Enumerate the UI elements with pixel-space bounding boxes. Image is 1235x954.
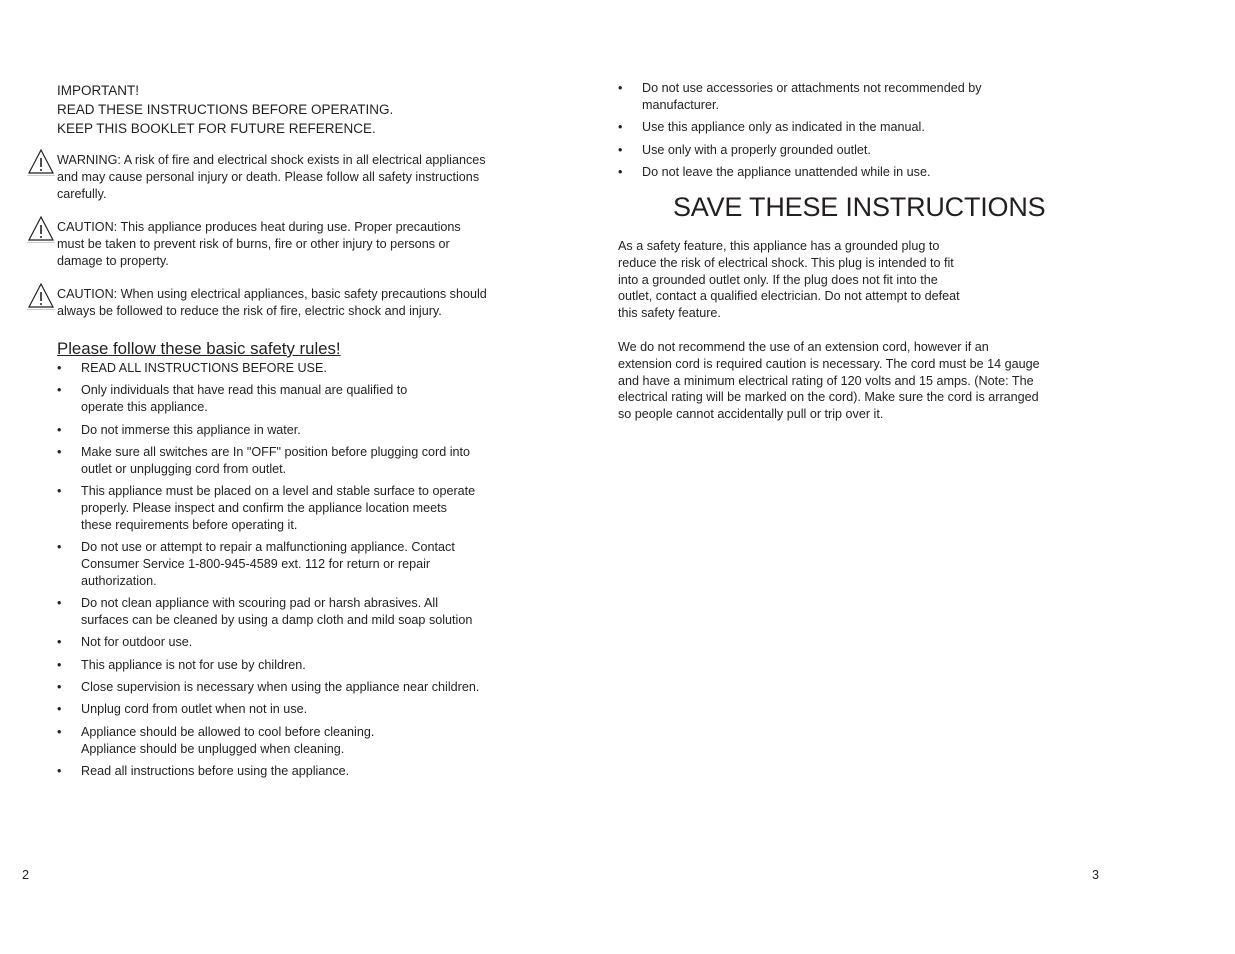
safety-rules-list <box>57 360 507 785</box>
paragraph-line: into a grounded outlet only. If the plug does not fit into the <box>618 272 938 287</box>
rule-text-line: outlet or unplugging cord from outlet. <box>81 461 287 476</box>
rule-text-line: Do not immerse this appliance in water. <box>81 422 301 437</box>
rule-text-line: properly. Please inspect and confirm the appliance location meets <box>81 500 447 515</box>
rule-item <box>57 483 507 533</box>
important-line: IMPORTANT! <box>57 83 140 98</box>
rule-item <box>57 422 507 439</box>
rule-item <box>57 595 507 629</box>
rule-item <box>618 164 1028 181</box>
bullet-dot: • <box>57 635 62 650</box>
rule-item <box>57 382 507 416</box>
rule-text-line: Do not leave the appliance unattended while in use. <box>642 164 931 179</box>
caution-text-line: CAUTION: When using electrical appliances, basic safety precautions should <box>57 287 487 301</box>
bullet-dot: • <box>57 444 62 459</box>
rule-text-line: operate this appliance. <box>81 400 208 415</box>
safety-rules-list-continued <box>618 80 1028 186</box>
rule-text-line: Close supervision is necessary when using the appliance near children. <box>81 680 480 695</box>
rule-text-line: This appliance must be placed on a level and stable surface to operate <box>81 484 476 499</box>
caution-text-line: always be followed to reduce the risk of fire, electric shock and injury. <box>57 303 442 318</box>
rule-text-line: READ ALL INSTRUCTIONS BEFORE USE. <box>81 361 327 375</box>
rule-text-line: Only individuals that have read this manual are qualified to <box>81 383 408 398</box>
rule-item <box>57 634 507 651</box>
rule-text-line: Do not use or attempt to repair a malfunctioning appliance. Contact <box>81 540 455 555</box>
rule-text-line: Do not use accessories or attachments not recommended by <box>642 81 982 95</box>
caution-text-line: CAUTION: This appliance produces heat during use. Proper precautions <box>57 220 461 234</box>
rule-text-line: Make sure all switches are In "OFF" position before plugging cord into <box>81 444 471 459</box>
warning-text-line: and may cause personal injury or death. Please follow all safety instructions <box>57 169 480 184</box>
rule-item <box>57 444 507 478</box>
rule-text-line: Use this appliance only as indicated in the manual. <box>642 120 925 135</box>
page-number: 3 <box>1092 868 1100 882</box>
paragraph-line: extension cord is required caution is necessary. The cord must be 14 gauge <box>618 356 1040 371</box>
bullet-dot: • <box>618 120 623 135</box>
paragraph-line: outlet, contact a qualified electrician. Do not attempt to defeat <box>618 289 960 304</box>
bullet-dot: • <box>57 596 62 611</box>
rule-item <box>57 701 507 718</box>
paragraph-line: so people cannot accidentally pull or trip over it. <box>618 407 884 422</box>
bullet-dot: • <box>57 383 62 398</box>
right-page <box>617 0 1235 954</box>
rule-text-line: Consumer Service 1-800-945-4589 ext. 112 for return or repair <box>81 556 431 571</box>
rule-text-line: manufacturer. <box>642 97 720 112</box>
caution-text-line: damage to property. <box>57 253 169 268</box>
bullet-dot: • <box>618 164 623 179</box>
page-number: 2 <box>22 868 30 882</box>
warning-fire-shock <box>57 152 512 202</box>
grounded-plug-paragraph <box>618 238 960 322</box>
important-line: KEEP THIS BOOKLET FOR FUTURE REFERENCE. <box>57 121 376 136</box>
bullet-dot: • <box>618 142 623 157</box>
rule-text-line: Do not clean appliance with scouring pad or harsh abrasives. All <box>81 596 439 611</box>
rule-item <box>57 360 507 377</box>
rule-text-line: Read all instructions before using the appliance. <box>81 764 350 779</box>
bullet-dot: • <box>57 484 62 499</box>
rule-text-line: Appliance should be unplugged when cleaning. <box>81 741 345 756</box>
paragraph-line: reduce the risk of electrical shock. This plug is intended to fit <box>618 255 954 270</box>
bullet-dot: • <box>57 680 62 695</box>
rule-item <box>57 724 507 758</box>
bullet-dot: • <box>57 540 62 555</box>
warning-triangle-icon <box>27 148 55 176</box>
safety-rules-heading: Please follow these basic safety rules! <box>57 339 341 358</box>
rule-item <box>57 539 507 589</box>
warning-triangle-icon <box>27 282 55 310</box>
bullet-dot: • <box>57 422 62 437</box>
bullet-dot: • <box>618 81 623 95</box>
rule-text-line: Appliance should be allowed to cool before cleaning. <box>81 724 375 739</box>
caution-heat <box>57 219 512 269</box>
rule-text-line: authorization. <box>81 573 157 588</box>
save-instructions-title: SAVE THESE INSTRUCTIONS <box>673 192 1046 222</box>
rule-item <box>618 142 1028 159</box>
caution-basic-precautions <box>57 286 512 320</box>
rule-text-line: Use only with a properly grounded outlet. <box>642 142 871 157</box>
bullet-dot: • <box>57 702 62 717</box>
paragraph-line: and have a minimum electrical rating of 120 volts and 15 amps. (Note: The <box>618 373 1034 388</box>
left-page <box>0 0 617 954</box>
paragraph-line: As a safety feature, this appliance has a grounded plug to <box>618 239 940 253</box>
important-notice <box>57 81 517 138</box>
bullet-dot: • <box>57 764 62 779</box>
rule-text-line: This appliance is not for use by children. <box>81 657 306 672</box>
important-line: READ THESE INSTRUCTIONS BEFORE OPERATING. <box>57 102 394 117</box>
paragraph-line: this safety feature. <box>618 306 721 321</box>
rule-item <box>57 763 507 780</box>
rule-item <box>57 679 507 696</box>
rule-text-line: Unplug cord from outlet when not in use. <box>81 702 308 717</box>
rule-item <box>618 80 1028 114</box>
bullet-dot: • <box>57 361 62 375</box>
warning-text-line: carefully. <box>57 186 107 201</box>
warning-triangle-icon <box>27 215 55 243</box>
rule-text-line: these requirements before operating it. <box>81 517 298 532</box>
warning-text-line: WARNING: A risk of fire and electrical shock exists in all electrical appliances <box>57 153 486 167</box>
bullet-dot: • <box>57 657 62 672</box>
paragraph-line: We do not recommend the use of an extension cord, however if an <box>618 340 989 354</box>
caution-text-line: must be taken to prevent risk of burns, fire or other injury to persons or <box>57 236 450 251</box>
rule-item <box>57 657 507 674</box>
bullet-dot: • <box>57 724 62 739</box>
rule-text-line: Not for outdoor use. <box>81 635 193 650</box>
extension-cord-paragraph <box>618 339 1040 423</box>
rule-text-line: surfaces can be cleaned by using a damp cloth and mild soap solution <box>81 612 473 627</box>
rule-item <box>618 119 1028 136</box>
paragraph-line: electrical rating will be marked on the cord). Make sure the cord is arranged <box>618 390 1039 405</box>
